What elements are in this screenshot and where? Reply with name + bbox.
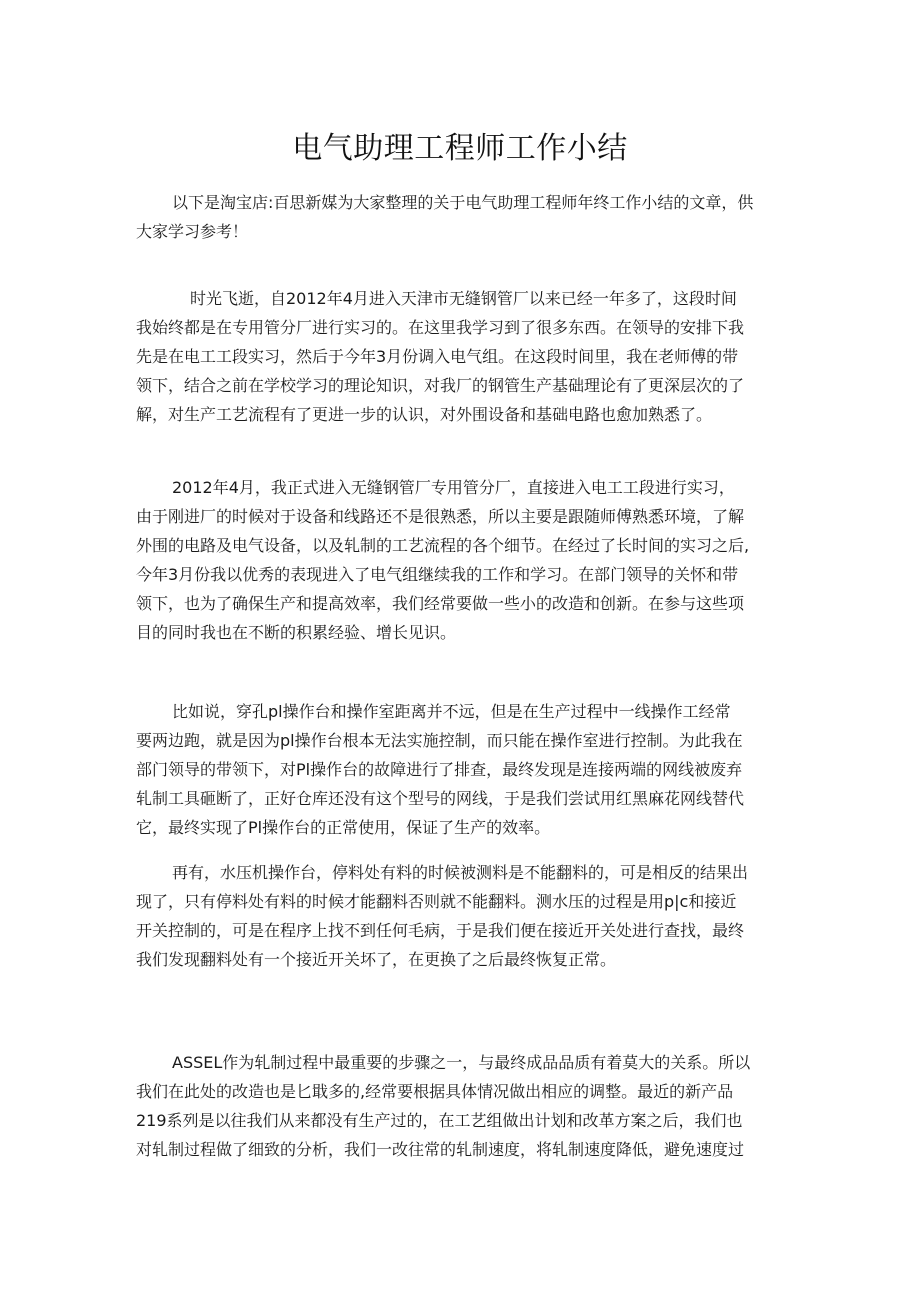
text-line: 以下是淘宝店:百思新媒为大家整理的关于电气助理工程师年终工作小结的文章，供: [172, 193, 754, 212]
document-title: 电气助理工程师工作小结: [292, 131, 628, 166]
text-line: 我们发现翻料处有一个接近开关坏了，在更换了之后最终恢复正常。: [136, 950, 617, 969]
text-line: 先是在电工工段实习，然后于今年3月份调入电气组。在这段时间里，我在老师傅的带: [136, 347, 739, 366]
paragraph-2: [136, 473, 786, 647]
text-line: 解，对生产工艺流程有了更进一步的认识，对外围设备和基础电路也愈加熟悉了。: [136, 405, 713, 424]
text-line: 领下，结合之前在学校学习的理论知识，对我厂的钢管生产基础理论有了更深层次的了: [136, 376, 745, 395]
text-line: 现了，只有停料处有料的时候才能翻料否则就不能翻料。测水压的过程是用p|c和接近: [136, 892, 737, 911]
text-line: 部门领导的带领下，对Pl操作台的故障进行了排查，最终发现是连接两端的网线被废弃: [136, 760, 743, 779]
text-line: 时光飞逝，自2012年4月进入天津市无缝钢管厂以来已经一年多了，这段时间: [190, 289, 737, 308]
text-line: 开关控制的，可是在程序上找不到任何毛病，于是我们便在接近开关处进行查找，最终: [136, 921, 745, 940]
text-line: 轧制工具砸断了，正好仓库还没有这个型号的网线，于是我们尝试用红黑麻花网线替代: [136, 789, 745, 808]
text-line: 今年3月份我以优秀的表现进入了电气组继续我的工作和学习。在部门领导的关怀和带: [136, 565, 739, 584]
text-line: ASSEL作为轧制过程中最重要的步骤之一，与最终成品品质有着莫大的关系。所以: [172, 1053, 751, 1072]
text-line: 2012年4月，我正式进入无缝钢管厂专用管分厂，直接进入电工工段进行实习，: [172, 478, 735, 497]
paragraph-1: [136, 284, 786, 429]
text-line: 我始终都是在专用管分厂进行实习的。在这里我学习到了很多东西。在领导的安排下我: [136, 318, 745, 337]
text-line: 目的同时我也在不断的积累经验、增长见识。: [136, 623, 457, 642]
paragraph-3: [136, 697, 786, 842]
paragraph-5: [136, 1048, 786, 1164]
text-line: 它，最终实现了Pl操作台的正常使用，保证了生产的效率。: [136, 818, 551, 837]
text-line: 对轧制过程做了细致的分析，我们一改往常的轧制速度，将轧制速度降低，避免速度过: [136, 1140, 745, 1159]
text-line: 领下，也为了确保生产和提高效率，我们经常要做一些小的改造和创新。在参与这些项: [136, 594, 745, 613]
text-line: 由于刚进厂的时候对于设备和线路还不是很熟悉，所以主要是跟随师傅熟悉环境，了解: [136, 507, 745, 526]
text-line: 大家学习参考！: [136, 222, 249, 241]
intro-paragraph: [136, 188, 786, 246]
text-line: 外围的电路及电气设备，以及轧制的工艺流程的各个细节。在经过了长时间的实习之后,: [136, 536, 750, 555]
text-line: 219系列是以往我们从来都没有生产过的，在工艺组做出计划和改革方案之后，我们也: [136, 1111, 743, 1130]
text-line: 我们在此处的改造也是匕戢多的,经常要根据具体情况做出相应的调整。最近的新产品: [136, 1082, 734, 1101]
text-line: 再有，水压机操作台，停料处有料的时候被测料是不能翻料的，可是相反的结果出: [172, 863, 749, 882]
text-line: 比如说，穿孔pl操作台和操作室距离并不远，但是在生产过程中一线操作工经常: [172, 702, 731, 721]
paragraph-4: [136, 858, 786, 974]
text-line: 要两边跑，就是因为pl操作台根本无法实施控制，而只能在操作室进行控制。为此我在: [136, 731, 743, 750]
